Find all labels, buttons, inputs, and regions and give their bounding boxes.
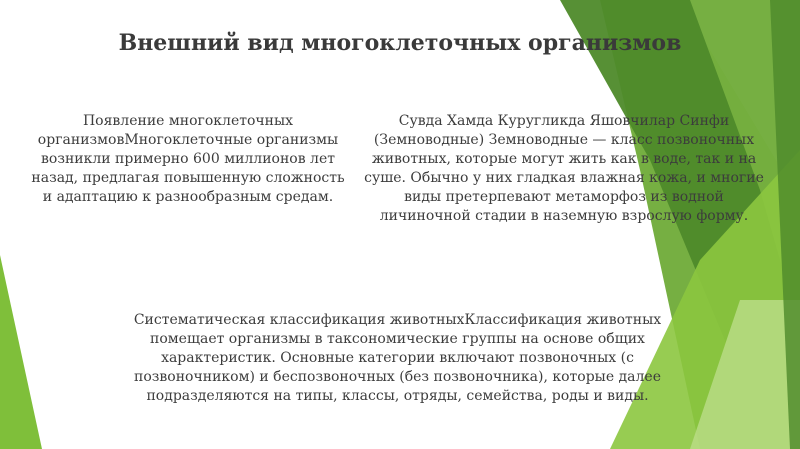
bottom-text-block: Систематическая классификация животныхКлассификация животных помещает организмы в таксономические группы на основе общих характеристик. Основные категории включают позвоночных (с позвоночником) и беспозвоночных (без позвоночника), которые далее подразделяются на типы, классы, отряды, семейства, роды и виды. [133,312,662,404]
left-text-block: Появление многоклеточных организмовМногоклеточные организмы возникли примерно 600 миллионов лет назад, предлагая повышенную сложность и адаптацию к разнообразным средам. [31,113,345,205]
right-text-block: Сувда Хамда Куругликда Яшовчилар Синфи (Земноводные) Земноводные — класс позвоночных животных, которые могут жить как в воде, так и на суше. Обычно у них гладкая влажная кожа, и многие виды претерпевают метаморфоз из водной личиночной стадии в наземную взрослую форму. [364,113,764,224]
left-green-wedge [0,255,42,449]
slide-title: Внешний вид многоклеточных организмов [118,30,682,56]
